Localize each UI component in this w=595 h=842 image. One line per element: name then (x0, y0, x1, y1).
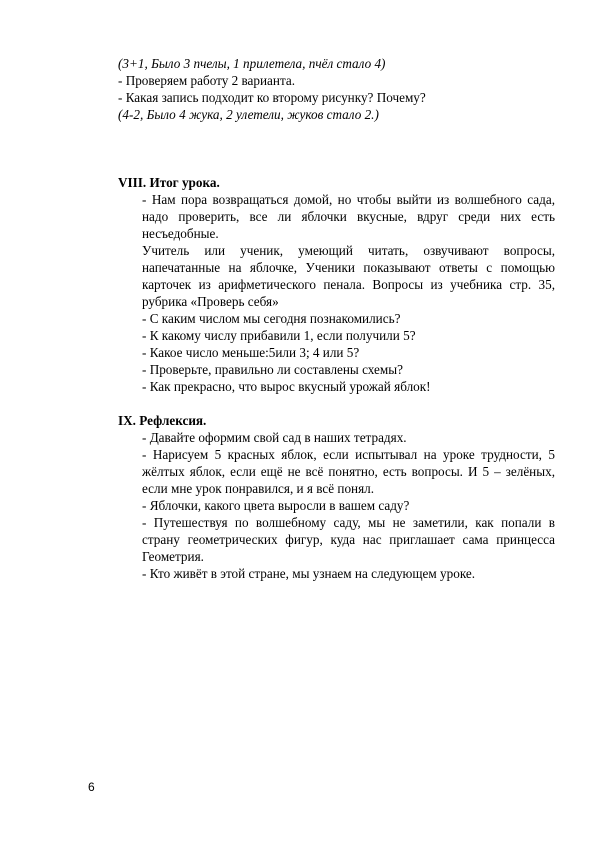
section-9-paragraph-4: - Путешествуя по волшебному саду, мы не заметили, как попали в страну геометрических фигур, куда нас приглашает сама принцесса Геометрия. (142, 515, 559, 564)
question-item: - К какому числу прибавили 1, если получили 5? (142, 328, 416, 343)
section-9-heading: IX. Рефлексия. (118, 413, 207, 428)
section-9-paragraph-1: - Давайте оформим свой сад в наших тетрадях. (142, 430, 407, 445)
section-8-paragraph-1: - Нам пора возвращаться домой, но чтобы выйти из волшебного сада, надо проверить, все ли яблочки вкусные, вдруг среди них есть несъедобные. (142, 192, 559, 241)
section-9-paragraph-5: - Кто живёт в этой стране, мы узнаем на следующем уроке. (142, 566, 476, 581)
question-item: - С каким числом мы сегодня познакомились? (142, 311, 401, 326)
section-9-paragraph-3: - Яблочки, какого цвета выросли в вашем саду? (142, 498, 410, 513)
question-second-picture: - Какая запись подходит ко второму рисунку? Почему? (118, 90, 426, 105)
question-item: - Как прекрасно, что вырос вкусный урожай яблок! (142, 379, 431, 394)
question-item: - Проверьте, правильно ли составлены схемы? (142, 362, 403, 377)
check-variant-2: - Проверяем работу 2 варианта. (118, 73, 296, 88)
section-8-paragraph-2: Учитель или ученик, умеющий читать, озвучивают вопросы, напечатанные на яблочке, Ученики показывают ответы с помощью карточек из арифметического пенала. Вопросы из учебника стр. 35, рубрика «Проверь себя» (142, 243, 559, 309)
spacer (118, 395, 555, 412)
section-8-heading: VIII. Итог урока. (118, 175, 220, 190)
question-item: - Какое число меньше:5или 3; 4 или 5? (142, 345, 360, 360)
page-number: 6 (88, 780, 95, 794)
example-answer-1: (3+1, Было 3 пчелы, 1 прилетела, пчёл стало 4) (118, 56, 386, 71)
example-answer-2: (4-2, Было 4 жука, 2 улетели, жуков стало 2.) (118, 107, 379, 122)
spacer (118, 123, 555, 174)
section-9-paragraph-2: - Нарисуем 5 красных яблок, если испытывал на уроке трудности, 5 жёлтых яблок, если ещё не всё понятно, есть вопросы. И 5 – зелёных, если мне урок понравился, и я всё понял. (142, 447, 559, 496)
document-body (118, 55, 559, 582)
